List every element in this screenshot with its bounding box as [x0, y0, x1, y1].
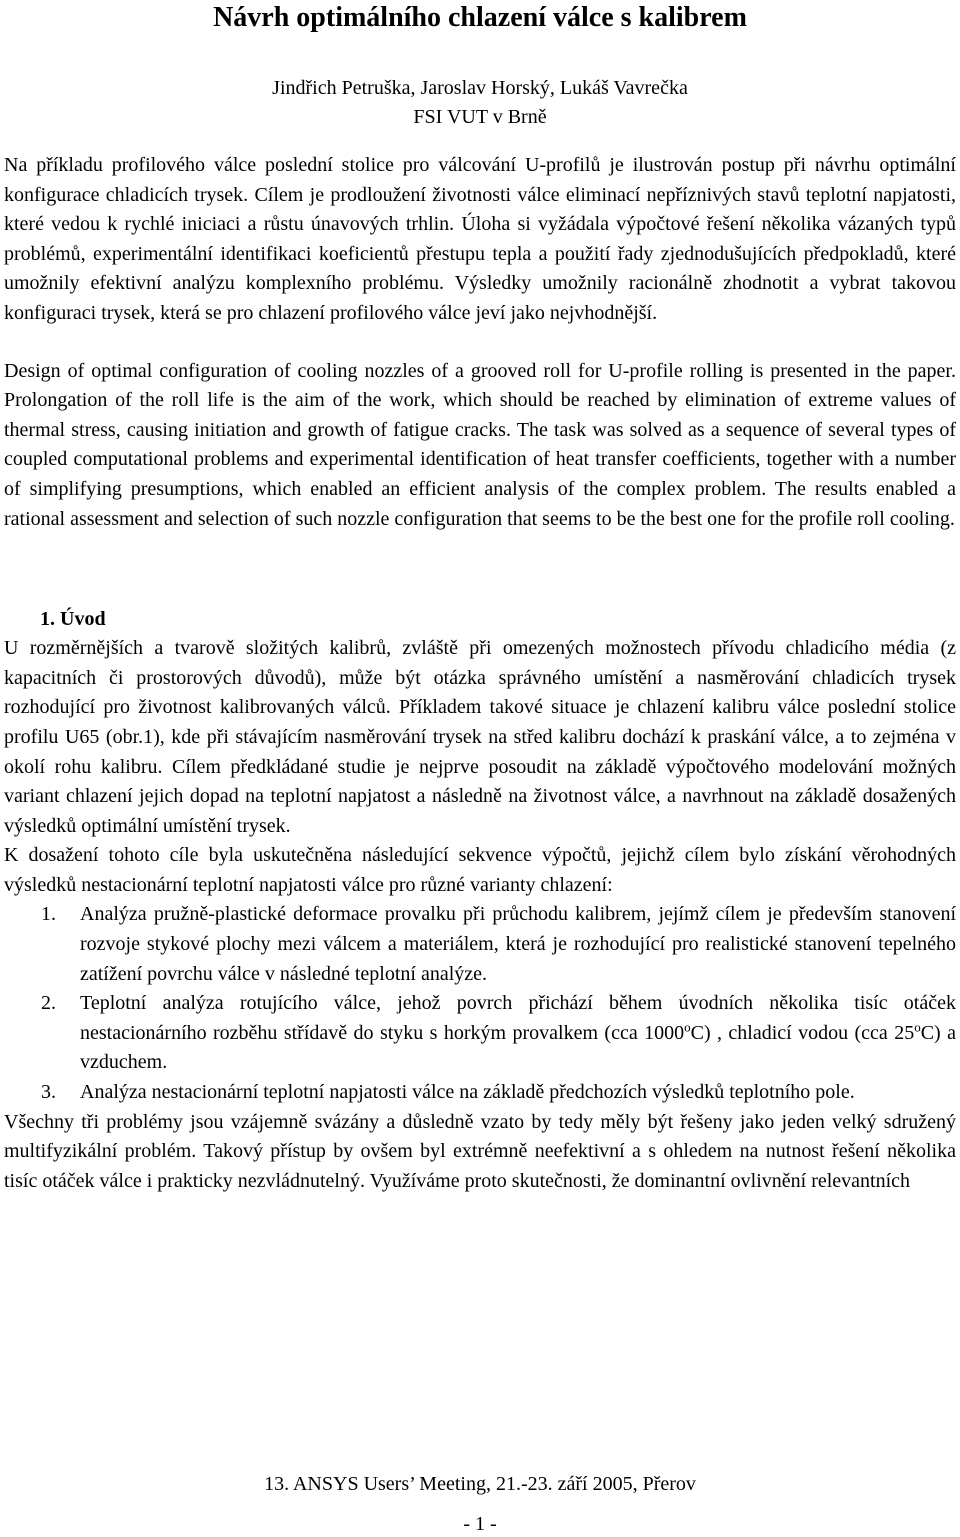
list-item-text: Analýza pružně-plastické deformace provalku při průchodu kalibrem, jejímž cílem je především stanovení rozvoje stykové plochy mezi válcem a materiálem, která je rozhodující pro realistické stanovení tepelného zatížení povrchu válce v následné teplotní analýze. [80, 903, 956, 985]
abstract-english: Design of optimal configuration of cooling nozzles of a grooved roll for U-profile rolling is presented in the paper. Prolongation of the roll life is the aim of the work, which should be reached by elimination of extreme values of thermal stress, causing initiation and growth of fatigue cracks. The task was solved as a sequence of several types of coupled computational problems and experimental identification of heat transfer coefficients, together with a number of simplifying presumptions, which enabled an efficient analysis of the complex problem. The results enabled a rational assessment and selection of such nozzle configuration that seems to be the best one for the profile roll cooling. [4, 359, 956, 530]
list-item-text: Analýza nestacionární teplotní napjatosti válce na základě předchozích výsledků teplotního pole. [80, 1081, 855, 1104]
intro-paragraph-2: K dosažení tohoto cíle byla uskutečněna následující sekvence výpočtů, jejichž cílem bylo získání věrohodných výsledků nestacionární teplotní napjatosti válce pro různé varianty chlazení: [4, 844, 956, 896]
paper-title: Návrh optimálního chlazení válce s kalibrem [213, 2, 747, 33]
degree-superscript: o [684, 1019, 691, 1035]
analysis-steps-list [4, 900, 956, 1107]
degree-superscript: o [914, 1019, 921, 1035]
list-item-number: 1. [41, 903, 56, 926]
conference-footer: 13. ANSYS Users’ Meeting, 21.-23. září 2005, Přerov [264, 1473, 696, 1495]
section-heading-intro: 1. Úvod [40, 608, 106, 631]
author-names: Jindřich Petruška, Jaroslav Horský, Lukáš Vavrečka [272, 77, 688, 99]
intro-paragraph-1: U rozměrnějších a tvarově složitých kalibrů, zvláště při omezených možnostech přívodu chladicího média (z kapacitních či prostorových důvodů), může být otázka správného umístění a nasměrování chladicích trysek rozhodující pro životnost kalibrovaných válců. Příkladem takové situace je chlazení kalibru válce poslední stolice profilu U65 (obr.1), kde při stávajícím nasměrování trysek na střed kalibru dochází k praskání válce, a to zejména v okolí rohu kalibru. Cílem předkládané studie je nejprve posoudit na základě výpočtového modelování možných variant chlazení jejich dopad na teplotní napjatost a následně na životnost válce, a navrhnout na základě dosažených výsledků optimální umístění trysek. [4, 637, 956, 837]
list-item-text-part: C) , chladicí vodou (cca 25 [690, 1021, 915, 1044]
page-number: - 1 - [463, 1513, 497, 1535]
author-block [4, 74, 956, 132]
abstract-czech: Na příkladu profilového válce poslední stolice pro válcování U-profilů je ilustrován postup při návrhu optimální konfigurace chladicích trysek. Cílem je prodloužení životnosti válce eliminací nepříznivých stavů teplotní napjatosti, které vedou k rychlé iniciaci a růstu únavových trhlin. Úloha si vyžádala výpočtové řešení několika vázaných typů problémů, experimentální identifikaci koeficientů přestupu tepla a použití řady zjednodušujících předpokladů, které umožnily efektivní analýzu komplexního problému. Výsledky umožnily racionálně zhodnotit a vybrat takovou konfiguraci trysek, která se pro chlazení profilového válce jeví jako nejvhodnější. [4, 154, 956, 324]
paper-page [4, 0, 956, 1196]
list-item [4, 1078, 956, 1108]
intro-paragraph-3: Všechny tři problémy jsou vzájemně svázány a důsledně vzato by tedy měly být řešeny jako jeden velký sdružený multifyzikální problém. Takový přístup by ovšem byl extrémně neefektivní a s ohledem na nutnost řešení několika tisíc otáček válce i prakticky nezvládnutelný. Využíváme proto skutečnosti, že dominantní ovlivnění relevantních [4, 1110, 956, 1192]
list-item [4, 900, 956, 989]
list-item-number: 2. [41, 992, 56, 1015]
list-item-number: 3. [41, 1081, 56, 1104]
affiliation: FSI VUT v Brně [413, 106, 547, 128]
list-item-text-part: Teplotní analýza rotujícího válce, jehož povrch přichází během úvodních několika tisíc otáček nestacionárního rozběhu střídavě do styku s horkým provalkem (cca 1000 [80, 992, 956, 1044]
list-item [4, 989, 956, 1078]
list-item-text-part: C) a vzduchem. [80, 1021, 956, 1074]
list-item-text [80, 989, 956, 1078]
